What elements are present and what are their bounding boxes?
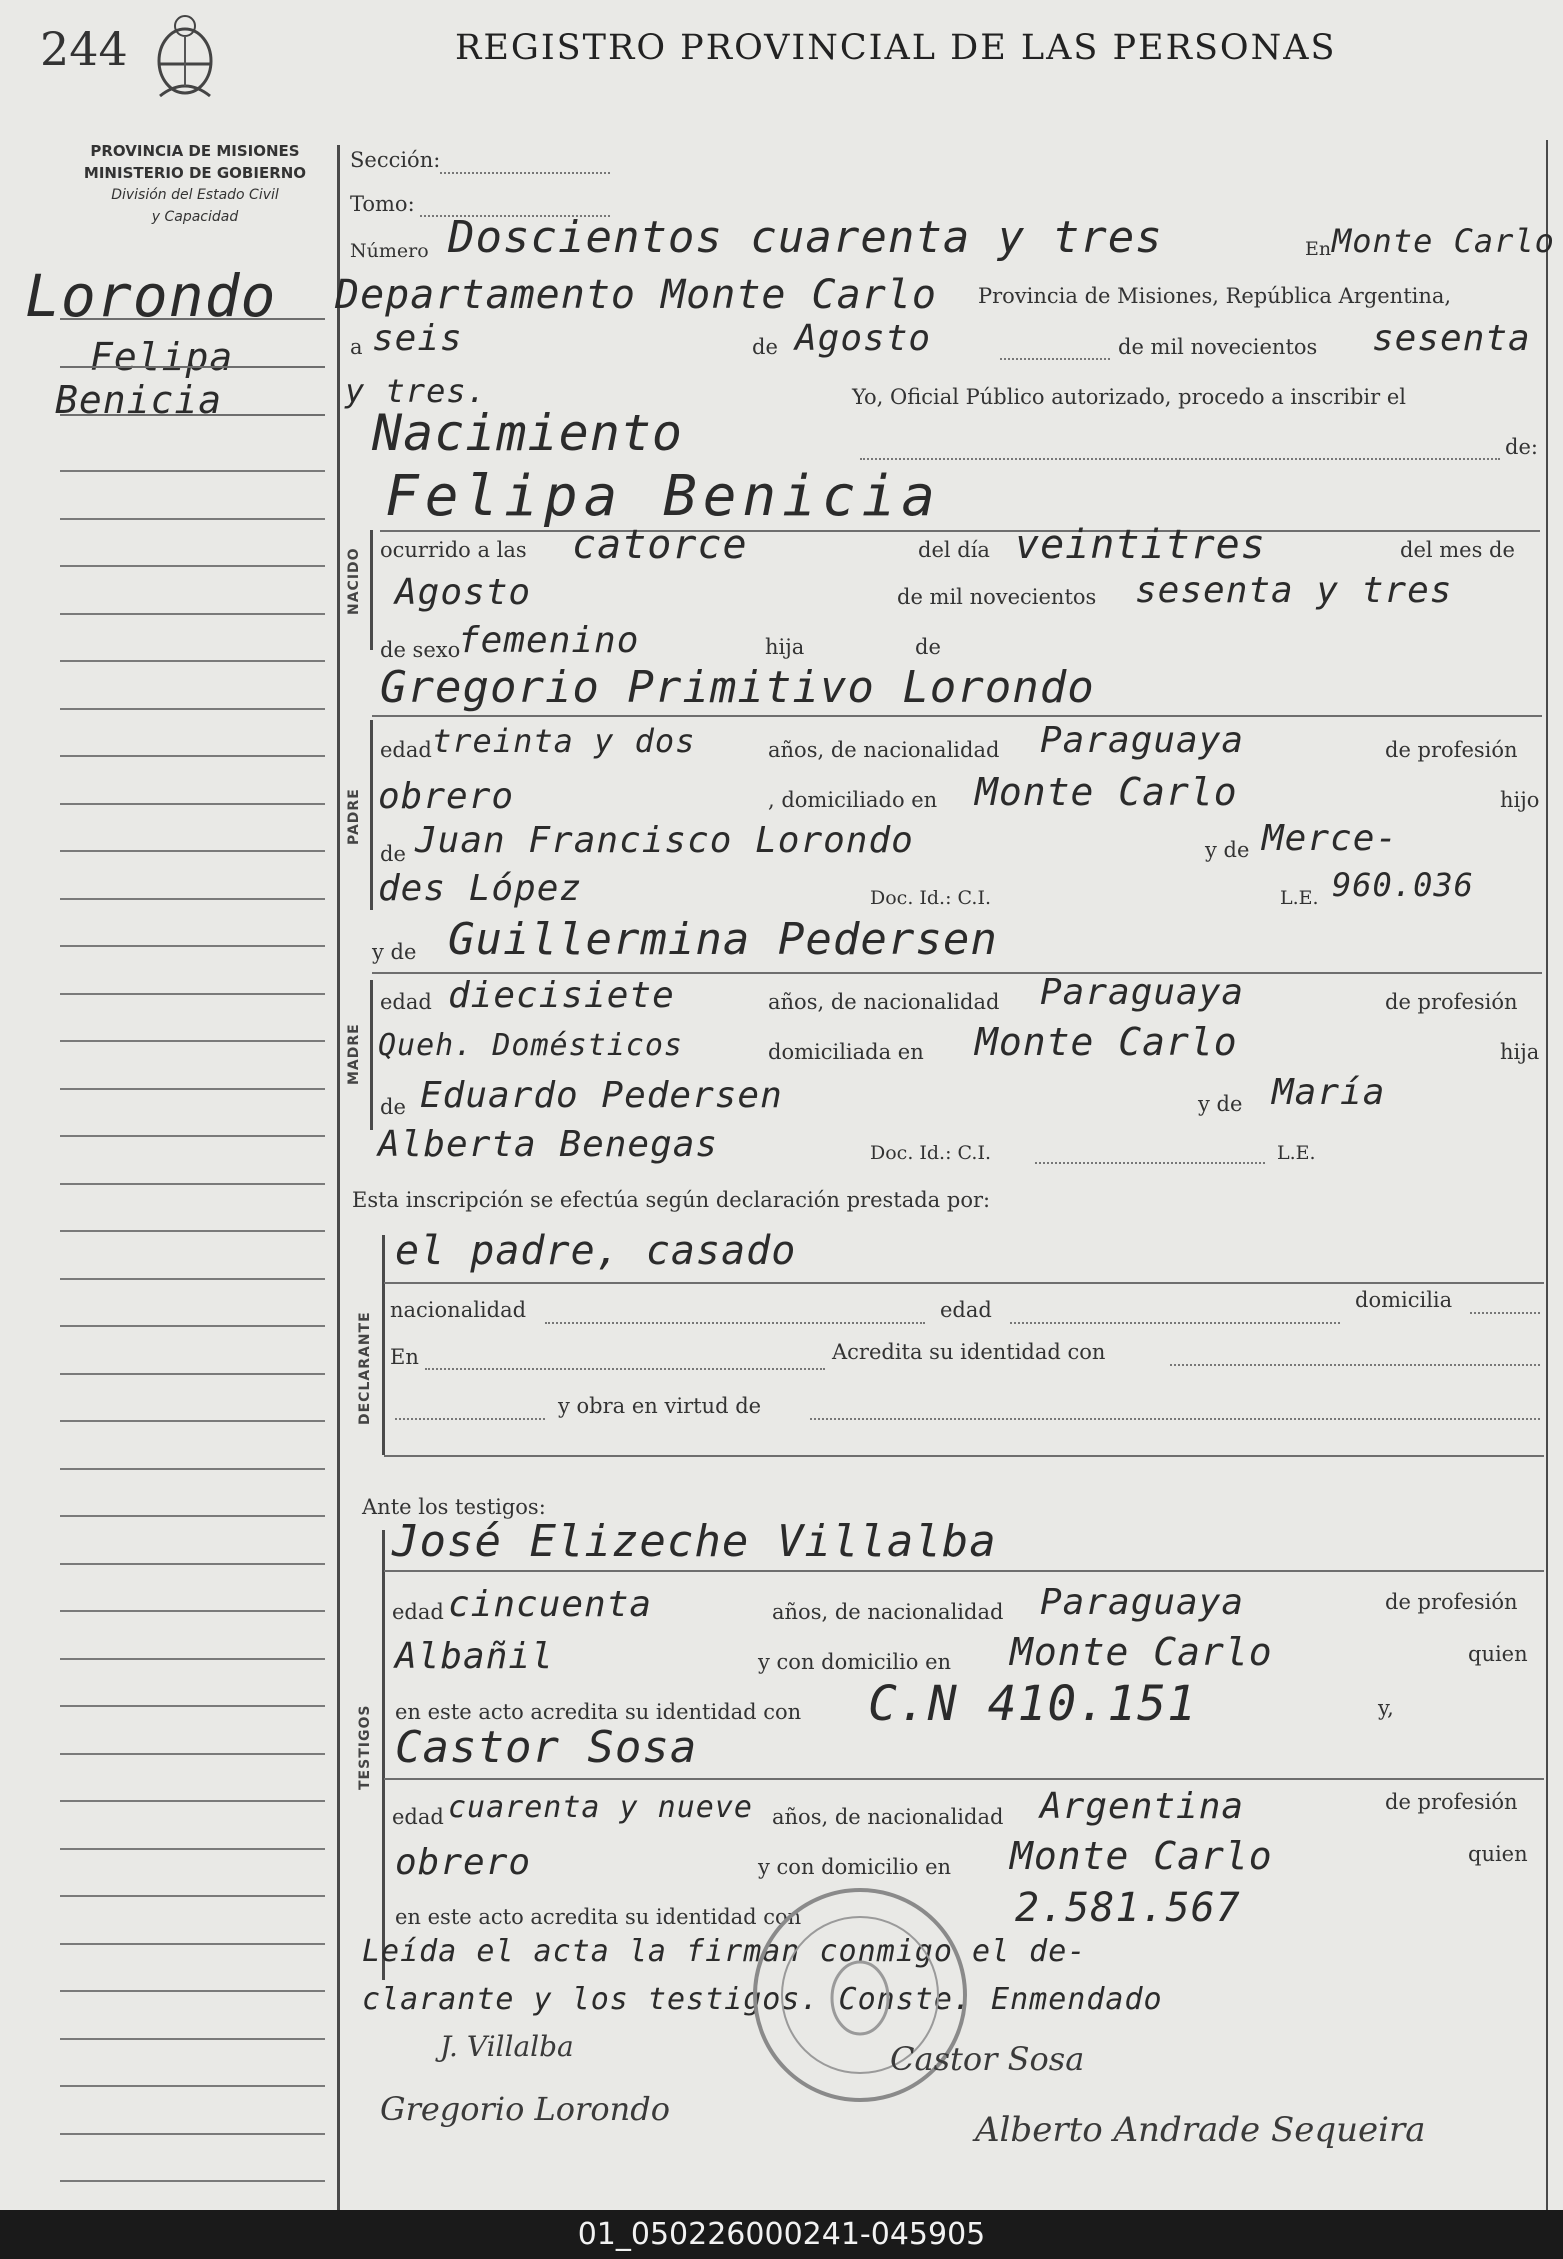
label-t1-edad: edad xyxy=(392,1600,444,1624)
margin-rule xyxy=(60,518,325,520)
label-tomo: Tomo: xyxy=(350,192,415,216)
section-label-testigos: TESTIGOS xyxy=(357,1704,373,1790)
coat-of-arms-icon xyxy=(150,6,220,106)
field-t1-dom: Monte Carlo xyxy=(1010,1630,1273,1674)
field-nombre: Felipa Benicia xyxy=(385,464,942,529)
label-t1-prof: de profesión xyxy=(1385,1590,1518,1614)
signature-1: J. Villalba xyxy=(440,2030,574,2063)
section-label-declarante: DECLARANTE xyxy=(357,1311,373,1425)
closing-line-2: clarante y los testigos. Conste. Enmendado xyxy=(362,1982,1163,2017)
margin-rule xyxy=(60,1943,325,1945)
declarante-end-line xyxy=(384,1455,1544,1457)
en-dec-line xyxy=(425,1368,825,1370)
label-sexo: de sexo xyxy=(380,638,461,662)
margin-rule xyxy=(60,2133,325,2135)
margin-name-rule xyxy=(60,414,325,416)
authority-line: División del Estado Civil xyxy=(111,187,279,203)
margin-first-name: Felipa xyxy=(90,335,234,379)
padre-bracket xyxy=(370,720,373,910)
margin-name-rule xyxy=(60,366,325,368)
madre-bracket xyxy=(370,980,373,1130)
margin-rule xyxy=(60,1658,325,1660)
margin-rule xyxy=(60,1563,325,1565)
right-border xyxy=(1546,140,1548,2210)
field-madre-nombre: Guillermina Pedersen xyxy=(448,914,998,965)
field-sexo: femenino xyxy=(458,620,640,661)
label-doc-p: Doc. Id.: C.I. xyxy=(870,887,991,909)
acto-line xyxy=(860,458,1500,460)
closing-line-1: Leída el acta la firman conmigo el de- xyxy=(362,1934,1087,1969)
margin-rule xyxy=(60,1088,325,1090)
field-madre-prof: Queh. Domésticos xyxy=(378,1028,683,1063)
margin-rule xyxy=(60,1373,325,1375)
field-abuela-m-a: María xyxy=(1272,1072,1386,1113)
signature-2: Castor Sosa xyxy=(890,2040,1085,2078)
label-oficial: Yo, Oficial Público autorizado, procedo a inscribir el xyxy=(852,385,1406,409)
label-padre-nac: años, de nacionalidad xyxy=(768,738,1000,762)
margin-rule xyxy=(60,850,325,852)
margin-rule xyxy=(60,2085,325,2087)
section-label-nacido: NACIDO xyxy=(346,547,362,615)
margin-second-name: Benicia xyxy=(55,378,223,422)
field-padre-nac: Paraguaya xyxy=(1040,720,1245,761)
acredita-line xyxy=(1170,1364,1540,1366)
margin-rule xyxy=(60,1848,325,1850)
margin-rule xyxy=(60,1515,325,1517)
field-abuela-p-b: des López xyxy=(378,868,583,909)
margin-rule xyxy=(60,1230,325,1232)
label-t2-dom: y con domicilio en xyxy=(758,1855,952,1879)
margin-rule xyxy=(60,470,325,472)
label-del-mes: del mes de xyxy=(1400,538,1515,562)
label-y-de-m: y de xyxy=(1198,1092,1243,1116)
label-madre-dom: domiciliada en xyxy=(768,1040,924,1064)
margin-rule xyxy=(60,2038,325,2040)
label-seccion: Sección: xyxy=(350,148,441,172)
label-t1-dom: y con domicilio en xyxy=(758,1650,952,1674)
label-de-abuelo-p: de xyxy=(380,842,406,866)
declarante-line xyxy=(384,1282,1544,1284)
margin-rule xyxy=(60,2180,325,2182)
field-padre-le: 960.036 xyxy=(1332,866,1474,904)
field-t1-edad: cincuenta xyxy=(448,1584,653,1625)
margin-rule xyxy=(60,613,325,615)
field-padre-dom: Monte Carlo xyxy=(975,770,1238,814)
margin-rule xyxy=(60,1610,325,1612)
label-t2-quien: quien xyxy=(1468,1842,1528,1866)
field-padre-edad: treinta y dos xyxy=(432,722,696,760)
field-abuela-m-b: Alberta Benegas xyxy=(378,1124,719,1165)
field-padre-nombre: Gregorio Primitivo Lorondo xyxy=(380,662,1095,713)
margin-rule xyxy=(60,1753,325,1755)
label-padre-edad: edad xyxy=(380,738,432,762)
label-le-p: L.E. xyxy=(1280,887,1319,909)
label-en-dec: En xyxy=(390,1345,419,1369)
field-dia-nac: veintitres xyxy=(1015,522,1266,568)
field-t1-prof: Albañil xyxy=(395,1636,554,1677)
label-ocurrido: ocurrido a las xyxy=(380,538,527,562)
label-numero: Número xyxy=(350,240,429,262)
label-padre-prof: de profesión xyxy=(1385,738,1518,762)
margin-rule xyxy=(60,803,325,805)
field-dia: seis xyxy=(372,318,463,359)
label-y-de-p: y de xyxy=(1205,838,1250,862)
authority-line: y Capacidad xyxy=(151,209,239,225)
doc-m-line xyxy=(1035,1162,1265,1164)
label-en: En xyxy=(1305,238,1332,260)
margin-rule xyxy=(60,1990,325,1992)
label-obra: y obra en virtud de xyxy=(558,1394,762,1418)
label-le-m: L.E. xyxy=(1277,1142,1316,1164)
label-de-abuelo-m: de xyxy=(380,1095,406,1119)
testigo1-line xyxy=(384,1570,1544,1572)
signature-3: Gregorio Lorondo xyxy=(380,2090,670,2128)
margin-rule xyxy=(60,1183,325,1185)
field-mes-nac: Agosto xyxy=(395,572,532,613)
label-madre-nac: años, de nacionalidad xyxy=(768,990,1000,1014)
label-hija-m: hija xyxy=(1500,1040,1540,1064)
field-t1-id: C.N 410.151 xyxy=(868,1676,1197,1732)
label-t1-quien: quien xyxy=(1468,1642,1528,1666)
field-t2-nac: Argentina xyxy=(1040,1786,1245,1827)
margin-name-rule xyxy=(60,318,325,320)
field-madre-nac: Paraguaya xyxy=(1040,972,1245,1013)
field-testigo1: José Elizeche Villalba xyxy=(392,1516,997,1567)
declarante-bracket xyxy=(382,1235,385,1455)
field-madre-edad: diecisiete xyxy=(448,975,675,1016)
margin-rule xyxy=(60,1420,325,1422)
field-madre-dom: Monte Carlo xyxy=(975,1020,1238,1064)
margin-rule xyxy=(60,755,325,757)
authority-line: MINISTERIO DE GOBIERNO xyxy=(83,164,307,182)
label-madre-prof: de profesión xyxy=(1385,990,1518,1014)
label-t2-acto: en este acto acredita su identidad con xyxy=(395,1905,802,1929)
main-divider xyxy=(337,145,340,2210)
testigo2-line xyxy=(384,1778,1544,1780)
edad-dec-line xyxy=(1010,1322,1340,1324)
field-abuela-p-a: Merce- xyxy=(1262,818,1399,859)
label-t2-nac: años, de nacionalidad xyxy=(772,1805,1004,1829)
field-en-lugar: Monte Carlo xyxy=(1332,222,1555,260)
label-de-colon: de: xyxy=(1505,435,1538,459)
page-number: 244 xyxy=(40,22,128,76)
label-declaracion: Esta inscripción se efectúa según declaración prestada por: xyxy=(352,1188,991,1212)
section-label-madre: MADRE xyxy=(346,1023,362,1085)
margin-rule xyxy=(60,1135,325,1137)
margin-rule xyxy=(60,1705,325,1707)
nacido-bracket xyxy=(370,530,373,650)
field-acto: Nacimiento xyxy=(372,404,684,462)
field-t2-edad: cuarenta y nueve xyxy=(448,1790,753,1825)
margin-rule xyxy=(60,945,325,947)
label-de-mil: de mil novecientos xyxy=(1118,335,1318,359)
domicilia-line xyxy=(1470,1312,1540,1314)
label-hija: hija xyxy=(765,635,805,659)
label-a: a xyxy=(350,335,363,359)
field-mes: Agosto xyxy=(795,318,932,359)
field-departamento: Departamento Monte Carlo xyxy=(335,272,937,318)
margin-rule xyxy=(60,1468,325,1470)
label-y-de-madre: y de xyxy=(372,940,417,964)
label-y-comma: y, xyxy=(1378,1696,1394,1720)
margin-rule xyxy=(60,1040,325,1042)
margin-rule xyxy=(60,1895,325,1897)
label-padre-dom: , domiciliado en xyxy=(768,788,938,812)
padre-nombre-line xyxy=(372,715,1542,717)
document-id-footer: 01_050226000241-045905 xyxy=(0,2210,1563,2259)
label-de-mil-nac: de mil novecientos xyxy=(897,585,1097,609)
field-t2-dom: Monte Carlo xyxy=(1010,1834,1273,1878)
issuing-authority xyxy=(60,140,330,228)
label-edad-dec: edad xyxy=(940,1298,992,1322)
authority-line: PROVINCIA DE MISIONES xyxy=(90,142,300,160)
label-testigos: Ante los testigos: xyxy=(362,1495,546,1519)
label-de-mes: de xyxy=(752,335,778,359)
field-numero: Doscientos cuarenta y tres xyxy=(448,212,1163,263)
obra-pre-line xyxy=(395,1418,545,1420)
field-t1-nac: Paraguaya xyxy=(1040,1582,1245,1623)
label-provincia: Provincia de Misiones, República Argentina, xyxy=(978,284,1452,308)
label-hijo: hijo xyxy=(1500,788,1540,812)
field-anio-a: sesenta xyxy=(1372,318,1531,359)
field-abuelo-p: Juan Francisco Lorondo xyxy=(415,820,914,861)
margin-rule xyxy=(60,1800,325,1802)
field-abuelo-m: Eduardo Pedersen xyxy=(420,1075,783,1116)
margin-rule xyxy=(60,708,325,710)
label-doc-m: Doc. Id.: C.I. xyxy=(870,1142,991,1164)
label-t2-edad: edad xyxy=(392,1805,444,1829)
margin-rule xyxy=(60,565,325,567)
label-del-dia: del día xyxy=(918,538,990,562)
field-t2-id: 2.581.567 xyxy=(1015,1885,1241,1931)
label-t1-acto: en este acto acredita su identidad con xyxy=(395,1700,802,1724)
label-nacionalidad: nacionalidad xyxy=(390,1298,527,1322)
margin-rule xyxy=(60,1278,325,1280)
mes-line xyxy=(1000,358,1110,360)
field-hora: catorce xyxy=(572,522,748,568)
seccion-line xyxy=(440,172,610,174)
label-acredita: Acredita su identidad con xyxy=(832,1340,1106,1364)
margin-rule xyxy=(60,660,325,662)
margin-surname: Lorondo xyxy=(25,262,277,330)
margin-rule xyxy=(60,1325,325,1327)
margin-rule xyxy=(60,898,325,900)
margin-rule xyxy=(60,993,325,995)
field-declarante: el padre, casado xyxy=(395,1228,797,1274)
nombre-line xyxy=(380,530,1540,532)
obra-line xyxy=(810,1418,1540,1420)
signature-4: Alberto Andrade Sequeira xyxy=(975,2110,1426,2150)
field-t2-prof: obrero xyxy=(395,1842,532,1883)
field-testigo2: Castor Sosa xyxy=(395,1722,698,1773)
document-title: REGISTRO PROVINCIAL DE LAS PERSONAS xyxy=(455,28,1337,68)
madre-nombre-line xyxy=(372,972,1542,974)
label-domicilia: domicilia xyxy=(1355,1288,1453,1312)
field-anio-nac: sesenta y tres xyxy=(1135,570,1453,611)
testigos-bracket xyxy=(382,1530,385,1980)
label-t1-nac: años, de nacionalidad xyxy=(772,1600,1004,1624)
field-padre-prof: obrero xyxy=(378,776,515,817)
section-label-padre: PADRE xyxy=(346,788,362,845)
nacionalidad-line xyxy=(545,1322,925,1324)
label-madre-edad: edad xyxy=(380,990,432,1014)
label-de-padre: de xyxy=(915,635,941,659)
field-anio-b: y tres. xyxy=(345,372,487,410)
label-t2-prof: de profesión xyxy=(1385,1790,1518,1814)
